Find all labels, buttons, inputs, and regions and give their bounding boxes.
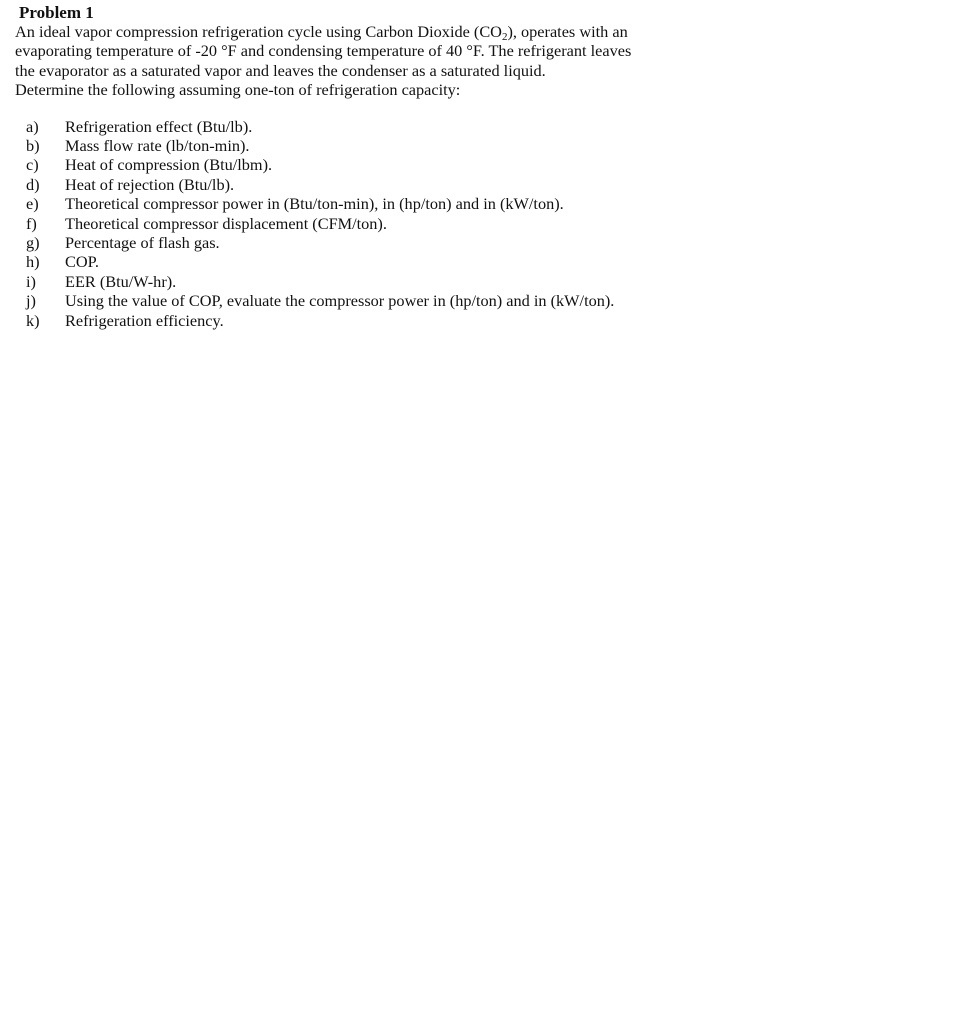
statement-line-3: the evaporator as a saturated vapor and leaves the condenser as a saturated liquid. — [15, 60, 546, 80]
question-text: Refrigeration efficiency. — [65, 310, 224, 330]
statement-line-1 — [15, 22, 695, 41]
question-text: COP. — [65, 252, 99, 272]
question-item — [15, 136, 695, 155]
question-item — [15, 175, 695, 194]
question-text: Using the value of COP, evaluate the compressor power in (hp/ton) and in (kW/ton). — [65, 291, 615, 311]
question-text: Heat of compression (Btu/lbm). — [65, 155, 273, 175]
question-text: Heat of rejection (Btu/lb). — [65, 174, 235, 194]
question-item — [15, 155, 695, 174]
question-item — [15, 252, 695, 271]
question-item — [15, 194, 695, 213]
question-text: Theoretical compressor power in (Btu/ton-min), in (hp/ton) and in (kW/ton). — [65, 194, 564, 214]
statement-line-2: evaporating temperature of -20 °F and condensing temperature of 40 °F. The refrigerant leaves — [15, 41, 632, 61]
question-letter: h) — [26, 252, 40, 272]
question-text: Mass flow rate (lb/ton-min). — [65, 136, 250, 156]
question-letter: b) — [26, 136, 40, 156]
question-item — [15, 214, 695, 233]
question-text: EER (Btu/W-hr). — [65, 271, 177, 291]
question-letter: g) — [26, 232, 40, 252]
question-letter: a) — [26, 116, 39, 136]
co2-subscript: 2 — [501, 31, 508, 43]
question-item — [15, 272, 695, 291]
question-letter: k) — [26, 310, 40, 330]
statement-line-4: Determine the following assuming one-ton of refrigeration capacity: — [15, 80, 461, 100]
statement-line-1-before: An ideal vapor compression refrigeration cycle using Carbon Dioxide (CO — [15, 22, 502, 41]
problem-title: Problem 1 — [19, 3, 94, 22]
question-item — [15, 117, 695, 136]
question-letter: e) — [26, 194, 39, 214]
question-letter: f) — [26, 213, 37, 233]
question-item — [15, 291, 695, 310]
question-list — [15, 117, 695, 330]
question-text: Refrigeration effect (Btu/lb). — [65, 116, 253, 136]
question-letter: c) — [26, 155, 39, 175]
question-letter: i) — [26, 271, 36, 291]
question-letter: d) — [26, 174, 40, 194]
question-item — [15, 233, 695, 252]
statement-line-1-after: ), operates with an — [507, 22, 628, 41]
question-text: Theoretical compressor displacement (CFM/ton). — [65, 213, 387, 233]
problem-statement — [15, 22, 695, 100]
problem-page — [15, 3, 695, 330]
question-item — [15, 311, 695, 330]
question-text: Percentage of flash gas. — [65, 232, 220, 252]
question-letter: j) — [26, 291, 36, 311]
